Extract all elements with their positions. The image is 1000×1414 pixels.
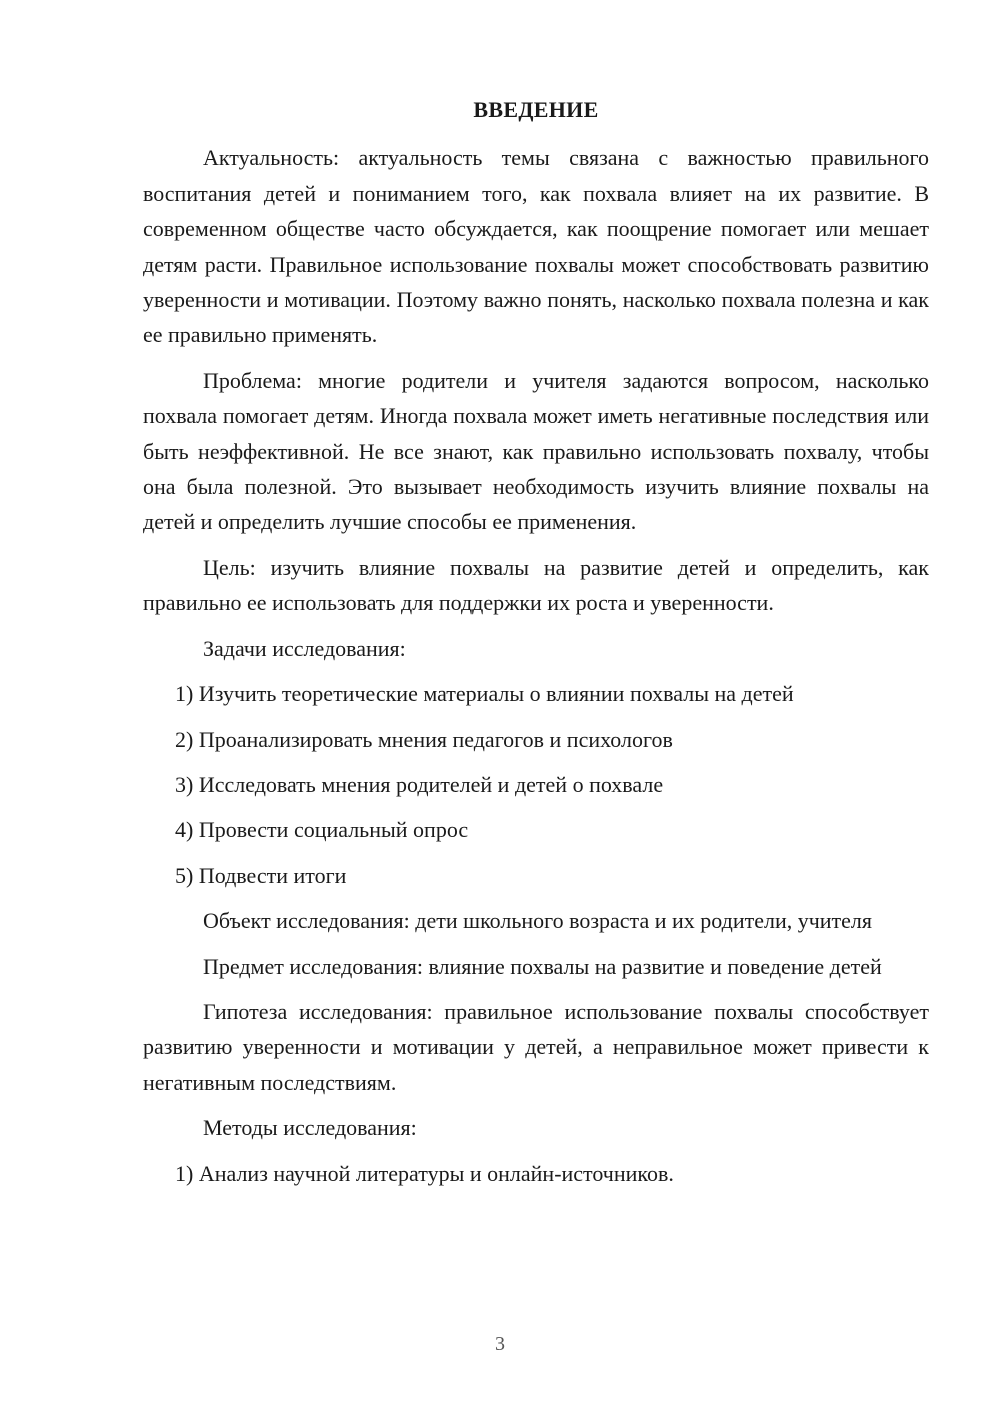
methods-heading: Методы исследования:: [203, 1115, 417, 1141]
hypothesis-paragraph: Гипотеза исследования: правильное использование похвалы способствует развитию уверенности и мотивации у детей, а неправильное может привести к негативным последствиям.: [143, 998, 929, 1095]
section-title: ВВЕДЕНИЕ: [473, 97, 599, 122]
list-item: 3) Исследовать мнения родителей и детей о похвале: [175, 771, 664, 797]
tasks-list: [143, 676, 929, 893]
tasks-heading: Задачи исследования:: [203, 635, 406, 661]
list-item: 1) Изучить теоретические материалы о влиянии похвалы на детей: [175, 681, 794, 707]
document-page: [143, 92, 929, 1201]
object-paragraph: Объект исследования: дети школьного возраста и их родители, учителя: [203, 908, 873, 934]
goal-paragraph: Цель: изучить влияние похвалы на развитие детей и определить, как правильно ее использовать для поддержки их роста и уверенности.: [143, 554, 929, 616]
list-item: 2) Проанализировать мнения педагогов и психологов: [175, 726, 673, 752]
methods-list: [143, 1156, 929, 1191]
list-item: 5) Подвести итоги: [175, 862, 347, 888]
problem-paragraph: Проблема: многие родители и учителя задаются вопросом, насколько похвала помогает детям. Иногда похвала может иметь негативные последствия или быть неэффективной. Не все знают, как правильно использовать похвалу, чтобы она была полезной. Это вызывает необходимость изучить влияние похвалы на детей и определить лучшие способы ее применения.: [143, 367, 929, 535]
relevance-paragraph: Актуальность: актуальность темы связана с важностью правильного воспитания детей и пониманием того, как похвала влияет на их развитие. В современном обществе часто обсуждается, как поощрение помогает или мешает детям расти. Правильное использование похвалы может способствовать развитию уверенности и мотивации. Поэтому важно понять, насколько похвала полезна и как ее правильно применять.: [143, 145, 929, 348]
subject-paragraph: Предмет исследования: влияние похвалы на развитие и поведение детей: [203, 953, 882, 979]
list-item: 4) Провести социальный опрос: [175, 817, 469, 843]
list-item: 1) Анализ научной литературы и онлайн-источников.: [175, 1160, 674, 1186]
page-number: 3: [495, 1333, 505, 1355]
